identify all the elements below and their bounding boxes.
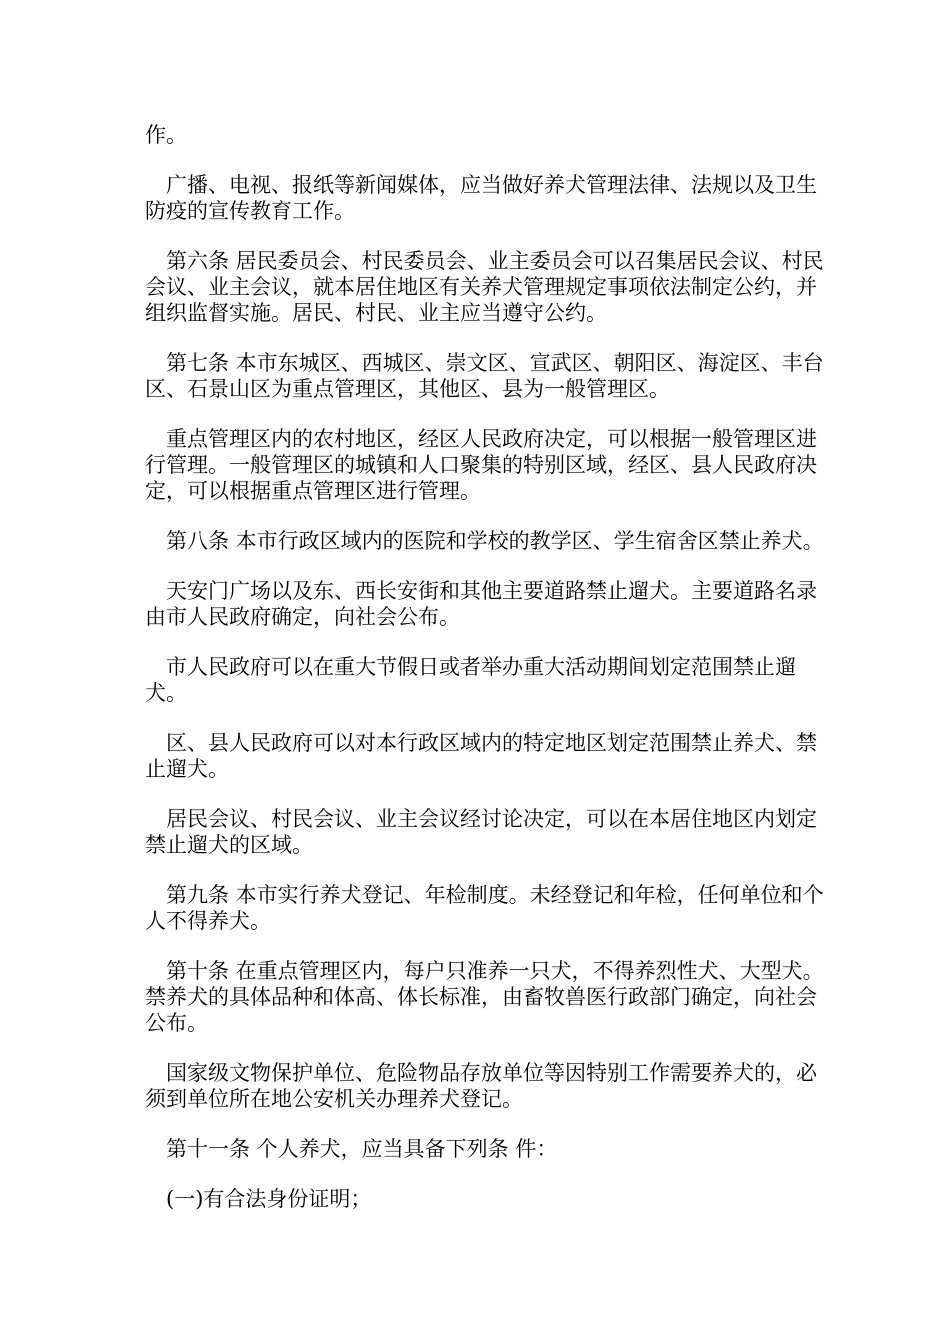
paragraph-article-10: 第十条 在重点管理区内，每户只准养一只犬，不得养烈性犬、大型犬。禁养犬的具体品种和体高、体长标准，由畜牧兽医行政部门确定，向社会公布。 [145,959,824,1035]
paragraph-article-6: 第六条 居民委员会、村民委员会、业主委员会可以召集居民会议、村民会议、业主会议，就本居住地区有关养犬管理规定事项依法制定公约，并组织监督实施。居民、村民、业主应当遵守公约。 [145,249,824,325]
paragraph: 天安门广场以及东、西长安街和其他主要道路禁止遛犬。主要道路名录由市人民政府确定，向社会公布。 [145,579,817,629]
paragraph: 重点管理区内的农村地区，经区人民政府决定，可以根据一般管理区进行管理。一般管理区的城镇和人口聚集的特别区域，经区、县人民政府决定，可以根据重点管理区进行管理。 [145,427,817,503]
paragraph-article-11: 第十一条 个人养犬，应当具备下列条 件： [166,1137,558,1161]
list-item: (一)有合法身份证明； [166,1187,372,1211]
document-body [145,122,825,1236]
paragraph-article-8: 第八条 本市行政区域内的医院和学校的教学区、学生宿舍区禁止养犬。 [166,529,824,553]
paragraph: 市人民政府可以在重大节假日或者举办重大活动期间划定范围禁止遛犬。 [145,655,796,705]
paragraph: 区、县人民政府可以对本行政区域内的特定地区划定范围禁止养犬、禁止遛犬。 [145,731,817,781]
paragraph-continuation: 作。 [145,123,187,147]
paragraph-article-7: 第七条 本市东城区、西城区、崇文区、宣武区、朝阳区、海淀区、丰台区、石景山区为重点管理区，其他区、县为一般管理区。 [145,351,824,401]
paragraph: 居民会议、村民会议、业主会议经讨论决定，可以在本居住地区内划定禁止遛犬的区域。 [145,807,817,857]
paragraph: 广播、电视、报纸等新闻媒体，应当做好养犬管理法律、法规以及卫生防疫的宣传教育工作。 [145,173,817,223]
paragraph-article-9: 第九条 本市实行养犬登记、年检制度。未经登记和年检，任何单位和个人不得养犬。 [145,883,824,933]
paragraph: 国家级文物保护单位、危险物品存放单位等因特别工作需要养犬的，必须到单位所在地公安机关办理养犬登记。 [145,1061,817,1111]
